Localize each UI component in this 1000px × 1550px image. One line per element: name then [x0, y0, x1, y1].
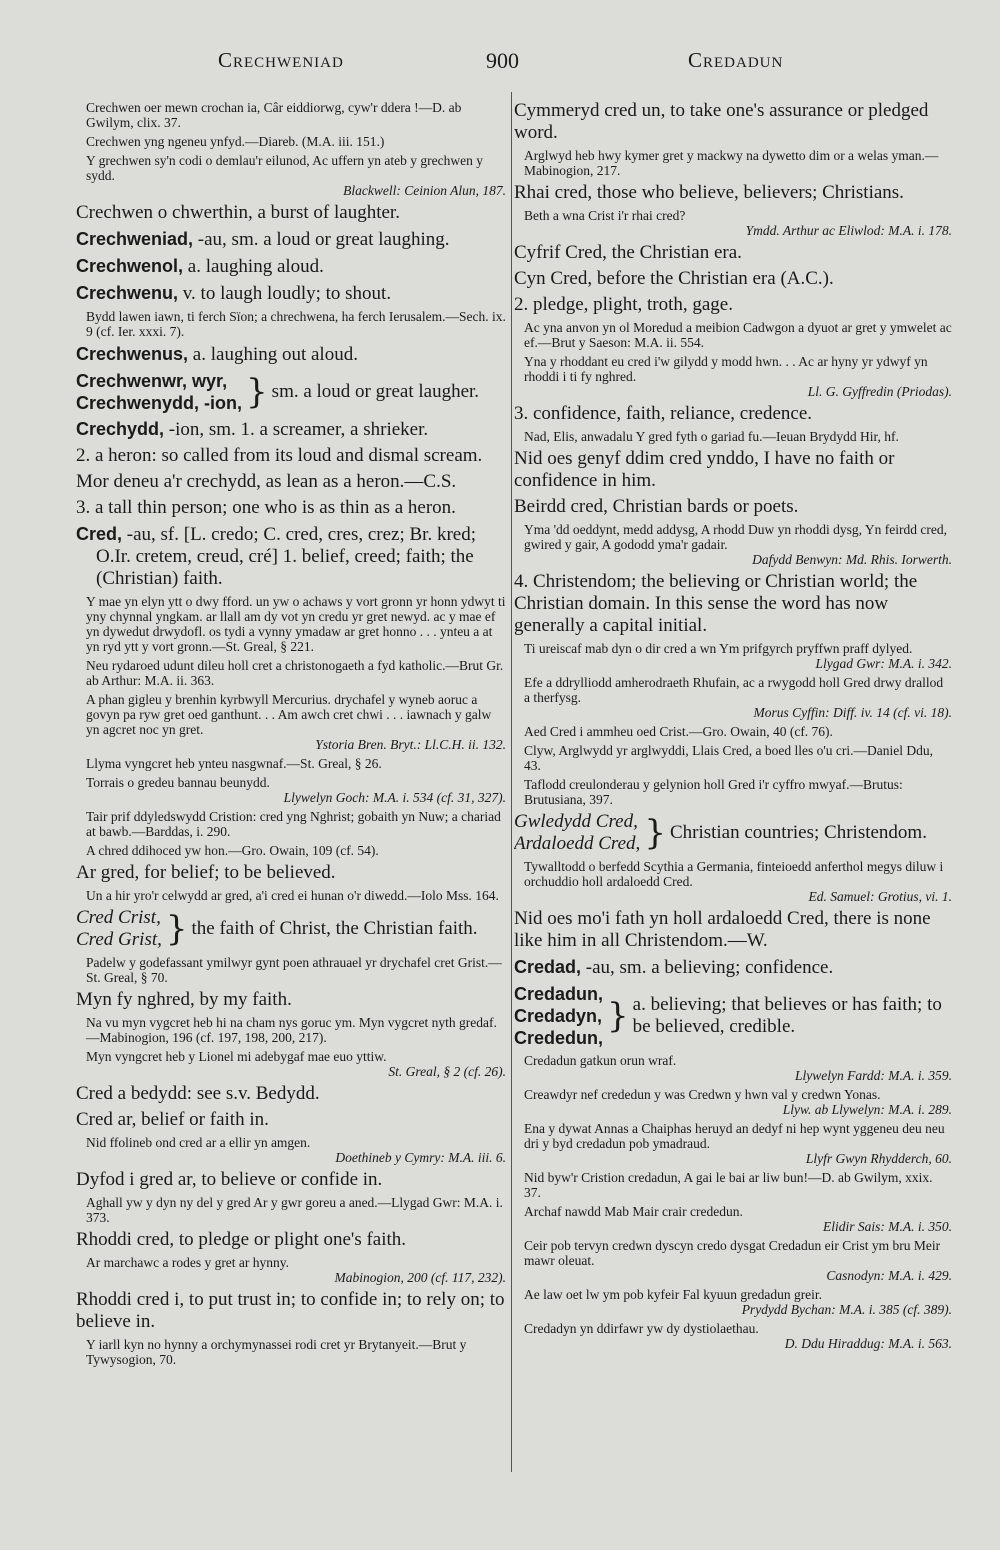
quotation: [76, 134, 506, 149]
definition: a. laughing out aloud.: [188, 344, 358, 365]
quotation-text: Archaf nawdd Mab Mair crair crededun.: [524, 1204, 743, 1219]
quotation: [76, 1337, 506, 1367]
quotation-text: Padelw y godefassant ymilwyr gynt poen athrauael yr drychafel cret Grist.—St. Greal, § 70.: [86, 955, 502, 985]
quotation: [76, 153, 506, 198]
left-column: [76, 100, 506, 1371]
sense-entry: 3. confidence, faith, reliance, credence.: [514, 403, 813, 424]
brace-glyph: }: [246, 372, 268, 412]
quotation-text: Nid ffolineb ond cred ar a ellir yn amgen.: [86, 1135, 311, 1150]
quotation-text: Beth a wna Crist i'r rhai cred?: [524, 208, 686, 223]
headword: Crechweniad,: [76, 229, 194, 249]
quotation-text: Aghall yw y dyn ny del y gred Ar y gwr goreu a aned.—Llygad Gwr: M.A. i. 373.: [86, 1195, 503, 1225]
headword: Crechwenu,: [76, 283, 179, 303]
headword-entry: [514, 956, 952, 979]
quotation: [76, 658, 506, 688]
quotation: [76, 1049, 506, 1079]
sense-entry: Nid oes mo'i fath yn holl ardaloedd Cred, there is none like him in all Christendom.—W.: [514, 908, 931, 951]
quotation-source: Dafydd Benwyn: Md. Rhis. Iorwerth.: [752, 552, 952, 567]
running-head-left: Crechweniad: [218, 48, 344, 72]
sense-entry: Rhai cred, those who believe, believers; Christians.: [514, 182, 904, 203]
sense-entry: Cred a bedydd: see s.v. Bedydd.: [76, 1083, 320, 1104]
quotation: [514, 859, 952, 904]
quotation-text: Creawdyr nef crededun y was Credwn y hwn val y credwn Yonas.: [524, 1087, 881, 1102]
sense-entry: Nid oes genyf ddim cred ynddo, I have no faith or confidence in him.: [514, 448, 895, 491]
quotation-text: Myn vyngcret heb y Lionel mi adebygaf mae euo yttiw.: [86, 1049, 387, 1064]
grouped-definition: the faith of Christ, the Christian faith.: [191, 918, 478, 939]
headword-entry: [76, 343, 506, 366]
quotation-source: Mabinogion, 200 (cf. 117, 232).: [334, 1270, 506, 1285]
quotation: [76, 888, 506, 903]
quotation-text: Ena y dywat Annas a Chaiphas heruyd an dedyf ni hep wynt yggeneu deu neu dri y byd credadun pob ymadraud.: [524, 1121, 945, 1151]
quotation-source: St. Greal, § 2 (cf. 26).: [388, 1064, 506, 1079]
quotation-text: Ar marchawc a rodes y gret ar hynny.: [86, 1255, 290, 1270]
grouped-term: Cred Crist,: [76, 907, 161, 928]
quotation-text: Llyma vyngcret heb ynteu nasgwnaf.—St. Greal, § 26.: [86, 756, 382, 771]
quotation-text: Efe a ddrylliodd amherodraeth Rhufain, ac a rwygodd holl Gred drwy drallod a therfysg.: [524, 675, 944, 705]
sense-entry: Rhoddi cred, to pledge or plight one's faith.: [76, 1229, 407, 1250]
quotation-source: Blackwell: Ceinion Alun, 187.: [343, 183, 506, 198]
headword-entry: [76, 418, 506, 441]
sense-entry: 4. Christendom; the believing or Christian world; the Christian domain. In this sense the word has now generally a capital initial.: [514, 571, 918, 636]
headword-entry: [76, 228, 506, 251]
sense-entry: Cyn Cred, before the Christian era (A.C.).: [514, 268, 834, 289]
quotation-text: Y mae yn elyn ytt o dwy fford. un yw o achaws y vort gronn yr honn ydwyt ti yny chynnal yngkam. ar llall am dy vot yn credu yr gret newyd. ac y mae ef yn dywedut drwydofl. os tydi a vynny ymadaw ar gret honno . . . ynteu a at yn ryd ytt y vort gronn.—St. Greal, § 221.: [86, 594, 506, 654]
quotation: [76, 955, 506, 985]
quotation: [76, 1015, 506, 1045]
headword: Crechwenus,: [76, 344, 189, 364]
quotation-source: Doethineb y Cymry: M.A. iii. 6.: [335, 1150, 506, 1165]
sense-entry: Cred ar, belief or faith in.: [76, 1109, 269, 1130]
quotation: [514, 429, 952, 444]
sense-entry: 3. a tall thin person; one who is as thin as a heron.: [76, 497, 456, 518]
headword: Credad,: [514, 957, 582, 977]
quotation-source: Llywelyn Fardd: M.A. i. 359.: [795, 1068, 952, 1083]
definition: a. laughing aloud.: [183, 256, 324, 277]
definition: v. to laugh loudly; to shout.: [178, 283, 392, 304]
sense-entry: 2. a heron: so called from its loud and dismal scream.: [76, 445, 483, 466]
grouped-terms: [76, 907, 162, 951]
sense-entry: Crechwen o chwerthin, a burst of laughter.: [76, 202, 400, 223]
quotation-source: Elidir Sais: M.A. i. 350.: [823, 1219, 952, 1234]
definition: -au, sf. [L. credo; C. cred, cres, crez; Br. kred; O.Ir. cretem, creud, cré] 1. belief, creed; faith; the (Christian) faith.: [96, 524, 477, 589]
quotation: [514, 1170, 952, 1200]
grouped-definition: sm. a loud or great laugher.: [271, 381, 480, 402]
quotation-source: Ed. Samuel: Grotius, vi. 1.: [808, 889, 952, 904]
quotation: [76, 775, 506, 805]
grouped-definition: Christian countries; Christendom.: [669, 822, 927, 843]
quotation: [514, 522, 952, 567]
quotation-text: Ceir pob tervyn credwn dyscyn credo dysgat Credadun eir Crist ym bru Meir mawr oleuat.: [524, 1238, 941, 1268]
quotation: [514, 1321, 952, 1351]
quotation: [514, 641, 952, 671]
quotation-source: Ymdd. Arthur ac Eliwlod: M.A. i. 178.: [745, 223, 952, 238]
quotation-text: A phan gigleu y brenhin kyrbwyll Mercurius. drychafel y wyneb aoruc a govyn pa ryw gret oed ganthunt. . . Am awch cret chwi . . . iawnach y galw yn agcret noc yn gret.: [86, 692, 492, 737]
page-number: 900: [486, 48, 519, 73]
quotation: [514, 208, 952, 238]
quotation-text: Aed Cred i ammheu oed Crist.—Gro. Owain, 40 (cf. 76).: [524, 724, 833, 739]
quotation-source: Llyfr Gwyn Rhydderch, 60.: [805, 1151, 952, 1166]
headword: Crechwenol,: [76, 256, 184, 276]
grouped-term: Crededun,: [514, 1028, 604, 1048]
right-column: [514, 100, 952, 1355]
grouped-term: Crechwenwr, wyr,: [76, 371, 228, 391]
quotation: [76, 809, 506, 839]
quotation: [514, 320, 952, 350]
sense-entry: Beirdd cred, Christian bards or poets.: [514, 496, 799, 517]
quotation: [76, 692, 506, 752]
grouped-term: Ardaloedd Cred,: [514, 833, 641, 854]
quotation: [514, 1287, 952, 1317]
grouped-term: Gwledydd Cred,: [514, 811, 638, 832]
grouped-term: Credadun,: [514, 984, 604, 1004]
grouped-terms: [514, 983, 603, 1049]
headword-entry: [76, 255, 506, 278]
quotation-text: Y iarll kyn no hynny a orchymynassei rodi cret yr Brytanyeit.—Brut y Tywysogion, 70.: [86, 1337, 467, 1367]
sense-entry: Rhoddi cred i, to put trust in; to confide in; to rely on; to believe in.: [76, 1289, 505, 1332]
quotation-source: Casnodyn: M.A. i. 429.: [826, 1268, 952, 1283]
quotation-text: Credadyn yn ddirfawr yw dy dystiolaethau.: [524, 1321, 759, 1336]
quotation-text: Crechwen oer mewn crochan ia, Câr eiddiorwg, cyw'r ddera !—D. ab Gwilym, clix. 37.: [86, 100, 462, 130]
quotation-text: Clyw, Arglwydd yr arglwyddi, Llais Cred, a boed lles o'u cri.—Daniel Ddu, 43.: [524, 743, 933, 773]
quotation-text: Nid byw'r Cristion credadun, A gai le bai ar liw bun!—D. ab Gwilym, xxix. 37.: [524, 1170, 933, 1200]
sense-entry: Mor deneu a'r crechydd, as lean as a heron.—C.S.: [76, 471, 457, 492]
quotation-text: Taflodd creulonderau y gelynion holl Gred i'r cyffro mwyaf.—Brutus: Brutusiana, 397.: [524, 777, 903, 807]
quotation: [514, 1087, 952, 1117]
quotation: [514, 724, 952, 739]
quotation-text: Nad, Elis, anwadalu Y gred fyth o gariad fu.—Ieuan Brydydd Hir, hf.: [524, 429, 899, 444]
quotation: [76, 756, 506, 771]
quotation: [76, 100, 506, 130]
quotation-text: Tywalltodd o berfedd Scythia a Germania, finteioedd anferthol megys diluw i orchuddio holl ardaloedd Cred.: [524, 859, 944, 889]
quotation: [76, 309, 506, 339]
quotation-text: Arglwyd heb hwy kymer gret y mackwy na dywetto dim or a welas yman.—Mabinogion, 217.: [524, 148, 939, 178]
quotation: [514, 1204, 952, 1234]
sense-entry: Cyfrif Cred, the Christian era.: [514, 242, 742, 263]
quotation: [514, 675, 952, 720]
quotation: [514, 743, 952, 773]
quotation: [514, 148, 952, 178]
definition: -ion, sm. 1. a screamer, a shrieker.: [164, 419, 429, 440]
quotation-text: Bydd lawen iawn, ti ferch Sïon; a chrechwena, ha ferch Ierusalem.—Sech. ix. 9 (cf. Ier. xxxi. 7).: [86, 309, 506, 339]
quotation-source: Ll. G. Gyffredin (Priodas).: [807, 384, 952, 399]
quotation-source: Ystoria Bren. Bryt.: Ll.C.H. ii. 132.: [315, 737, 506, 752]
quotation-source: Llygad Gwr: M.A. i. 342.: [815, 656, 952, 671]
headword: Cred,: [76, 524, 123, 544]
definition: -au, sm. a loud or great laughing.: [193, 229, 450, 250]
quotation-source: Prydydd Bychan: M.A. i. 385 (cf. 389).: [741, 1302, 952, 1317]
grouped-entry: [514, 983, 952, 1049]
grouped-definition: a. believing; that believes or has faith; to be believed, credible.: [632, 994, 942, 1037]
quotation-text: Un a hir yro'r celwydd ar gred, a'i cred ei hunan o'r diwedd.—Iolo Mss. 164.: [86, 888, 499, 903]
running-head-right: Credadun: [688, 48, 784, 72]
brace-glyph: }: [607, 996, 629, 1036]
quotation-text: Ti ureiscaf mab dyn o dir cred a wn Ym prifgyrch pryffwn praff dylyed.: [524, 641, 913, 656]
quotation: [76, 843, 506, 858]
quotation-source: D. Ddu Hiraddug: M.A. i. 563.: [784, 1336, 952, 1351]
column-rule: [511, 92, 512, 1472]
sense-entry: Myn fy nghred, by my faith.: [76, 989, 292, 1010]
quotation-text: Yma 'dd oeddynt, medd addysg, A rhodd Duw yn rhoddi dysg, Yn feirdd cred, gwired y gair, A gododd yma'r gadair.: [524, 522, 947, 552]
headword: Crechydd,: [76, 419, 165, 439]
quotation: [514, 777, 952, 807]
grouped-entry: [76, 907, 506, 951]
headword-entry: [76, 282, 506, 305]
grouped-term: Crechwenydd, -ion,: [76, 393, 243, 413]
quotation-text: Yna y rhoddant eu cred i'w gilydd y modd hwn. . . Ac ar hyny yr ydwyf yn rhoddi i ti fy nghred.: [524, 354, 928, 384]
quotation: [514, 1053, 952, 1083]
quotation-text: Neu rydaroed udunt dileu holl cret a christonogaeth a fyd katholic.—Brut Gr. ab Arthur: M.A. ii. 363.: [86, 658, 504, 688]
headword-entry: [76, 523, 506, 590]
grouped-entry: [514, 811, 952, 855]
quotation-text: Tair prif ddyledswydd Cristion: cred yng Nghrist; gobaith yn Nuw; a chariad at bawb.—Barddas, i. 290.: [86, 809, 501, 839]
quotation-text: Ae law oet lw ym pob kyfeir Fal kyuun gredadun greir.: [524, 1287, 823, 1302]
brace-glyph: }: [165, 909, 188, 949]
quotation: [514, 354, 952, 399]
sense-entry: 2. pledge, plight, troth, gage.: [514, 294, 733, 315]
quotation-text: Y grechwen sy'n codi o demlau'r eilunod, Ac uffern yn ateb y grechwen y sydd.: [86, 153, 483, 183]
grouped-terms: [514, 811, 640, 855]
sense-entry: Cymmeryd cred un, to take one's assurance or pledged word.: [514, 100, 929, 143]
grouped-terms: [76, 370, 242, 414]
quotation: [76, 1255, 506, 1285]
grouped-term: Cred Grist,: [76, 929, 162, 950]
quotation: [76, 594, 506, 654]
quotation-source: Llywelyn Goch: M.A. i. 534 (cf. 31, 327).: [283, 790, 506, 805]
quotation-text: Ac yna anvon yn ol Moredud a meibion Cadwgon a dyuot ar gret y ymwelet ac ef.—Brut y Saeson: M.A. ii. 554.: [524, 320, 952, 350]
definition: -au, sm. a believing; confidence.: [581, 957, 834, 978]
quotation-text: Na vu myn vygcret heb hi na cham nys goruc ym. Myn vygcret nyth gredaf.—Mabinogion, 196 (cf. 197, 198, 200, 217).: [86, 1015, 497, 1045]
quotation-source: Morus Cyffin: Diff. iv. 14 (cf. vi. 18).: [753, 705, 952, 720]
page-header: [0, 48, 1000, 78]
quotation-text: A chred ddihoced yw hon.—Gro. Owain, 109 (cf. 54).: [86, 843, 379, 858]
quotation-text: Credadun gatkun orun wraf.: [524, 1053, 677, 1068]
quotation: [514, 1238, 952, 1283]
quotation: [76, 1195, 506, 1225]
quotation-source: Llyw. ab Llywelyn: M.A. i. 289.: [782, 1102, 952, 1117]
quotation: [514, 1121, 952, 1166]
sense-entry: Ar gred, for belief; to be believed.: [76, 862, 336, 883]
sense-entry: Dyfod i gred ar, to believe or confide in.: [76, 1169, 383, 1190]
quotation-text: Torrais o gredeu bannau beunydd.: [86, 775, 270, 790]
brace-glyph: }: [644, 813, 666, 853]
quotation: [76, 1135, 506, 1165]
quotation-text: Crechwen yng ngeneu ynfyd.—Diareb. (M.A. iii. 151.): [86, 134, 385, 149]
grouped-entry: [76, 370, 506, 414]
grouped-term: Credadyn,: [514, 1006, 603, 1026]
